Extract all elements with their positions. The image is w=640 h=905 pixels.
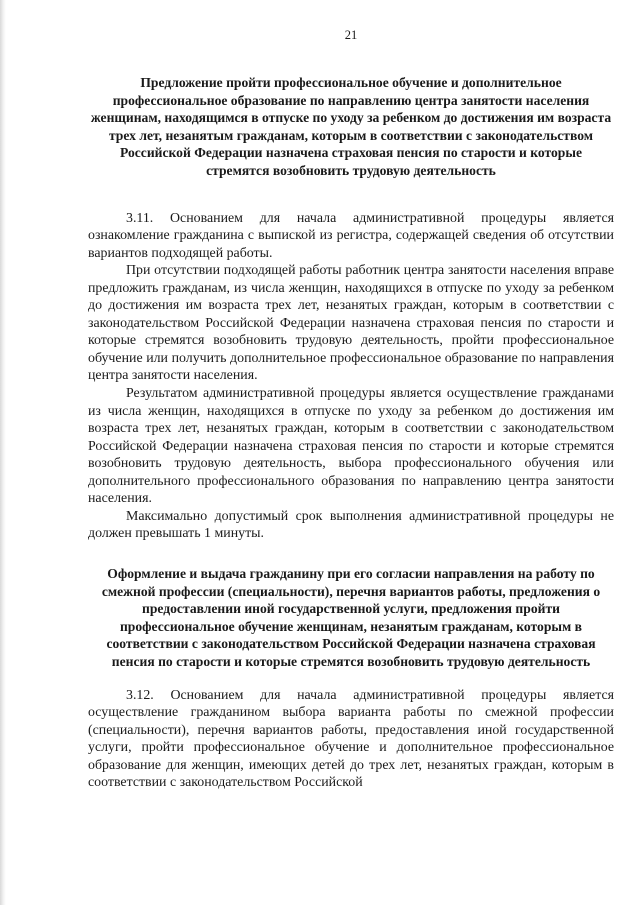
section-heading-issuance: Оформление и выдача гражданину при его согласии направления на работу по смежной профессии (специальности), перечня вариантов работы, предложения о предоставлении иной государственной услуги, предложения пройти профессиональное обучение женщинам, незанятым гражданам, которым в соответствии с законодательством Российской Федерации назначена страховая пенсия по старости и которые стремятся возобновить трудовую деятельность [101, 565, 601, 669]
paragraph-3-12: 3.12. Основанием для начала административной процедуры является осуществление гражданином выбора варианта работы по смежной профессии (специальности), перечня вариантов работы, предоставления иной государственной услуги, пройти профессиональное обучение и дополнительное профессиональное образование для женщин, имеющих детей до трех лет, незанятых граждан, которым в соответствии с законодательством Российской [88, 687, 614, 791]
section-heading-training-offer: Предложение пройти профессиональное обучение и дополнительное профессиональное образование по направлению центра занятости населения женщинам, находящимся в отпуске по уходу за ребенком до достижения им возраста трех лет, незанятым гражданам, которым в соответствии с законодательством Российской Федерации назначена страховая пенсия по старости и которые стремятся возобновить трудовую деятельность [90, 75, 612, 178]
paragraph-offer-conditions: При отсутствии подходящей работы работник центра занятости населения вправе предложить гражданам, из числа женщин, находящихся в отпуске по уходу за ребенком до достижения им возраста трех лет, незанятых граждан, которым в соответствии с законодательством Российской Федерации назначена страховая пенсия по старости и которые стремятся возобновить трудовую деятельность, пройти профессиональное обучение или получить дополнительное профессиональное образование по направления центра занятости населения. [88, 263, 614, 384]
paragraph-max-duration: Максимально допустимый срок выполнения административной процедуры не должен превышать 1 минуты. [88, 508, 614, 542]
scan-edge-shadow [0, 0, 6, 905]
paragraph-result: Результатом административной процедуры является осуществление гражданами из числа женщин, находящихся в отпуске по уходу за ребенком до достижения им возраста трех лет, незанятых граждан, которым в соответствии с законодательством Российской Федерации назначена страховая пенсия по старости и которые стремятся возобновить трудовую деятельность, выбора профессионального обучения или дополнительного профессионального образования по направлению центра занятости населения. [88, 386, 614, 507]
page-number: 21 [344, 28, 358, 42]
section-spacer [88, 543, 614, 565]
paragraph-3-11: 3.11. Основанием для начала административной процедуры является ознакомление гражданина с выпиской из регистра, содержащей сведения об отсутствии вариантов подходящей работы. [88, 210, 614, 261]
document-page [88, 28, 614, 792]
